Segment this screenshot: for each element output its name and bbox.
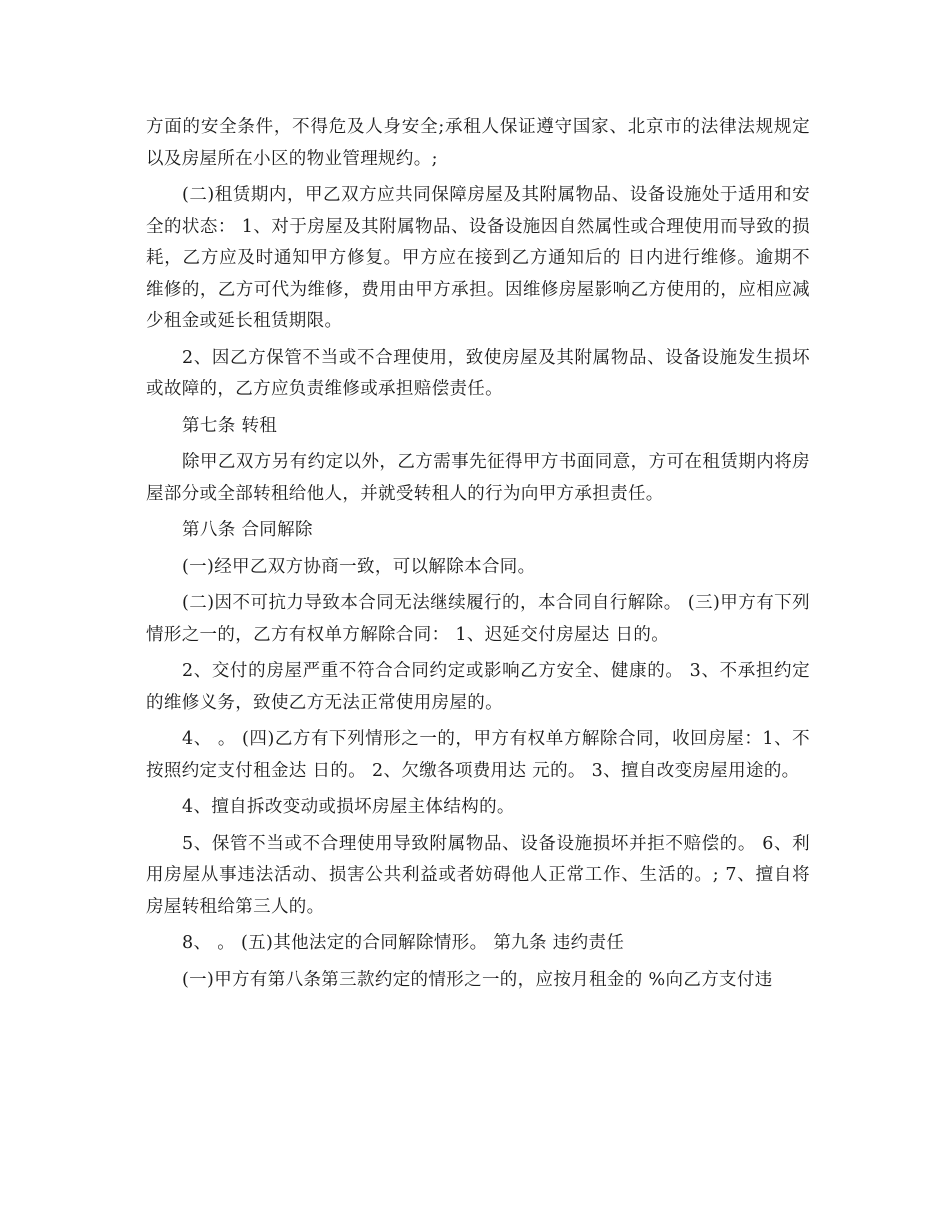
document-body (146, 112, 810, 1001)
paragraph-other-termination: 8、 。 (五)其他法定的合同解除情形。 第九条 违约责任 (182, 933, 625, 953)
article-heading-termination: 第八条 合同解除 (182, 520, 313, 540)
paragraph-sublet: 除甲乙双方另有约定以外，乙方需事先征得甲方书面同意，方可在租赁期内将房屋部分或全部转租给他人，并就受转租人的行为向甲方承担责任。 (146, 452, 810, 504)
paragraph-damage-liability: 2、因乙方保管不当或不合理使用，致使房屋及其附属物品、设备设施发生损坏或故障的，乙方应负责维修或承担赔偿责任。 (146, 347, 810, 399)
paragraph-landlord-rights: 4、 。 (四)乙方有下列情形之一的，甲方有权单方解除合同，收回房屋：1、不按照约定支付租金达 日的。 2、欠缴各项费用达 元的。 3、擅自改变房屋用途的。 (146, 729, 810, 781)
paragraph-force-majeure: (二)因不可抗力导致本合同无法继续履行的，本合同自行解除。 (三)甲方有下列情形之一的，乙方有权单方解除合同： 1、迟延交付房屋达 日的。 (146, 593, 810, 645)
paragraph-maintenance-clause: (二)租赁期内，甲乙双方应共同保障房屋及其附属物品、设备设施处于适用和安全的状态： 1、对于房屋及其附属物品、设备设施因自然属性或合理使用而导致的损耗，乙方应及时通知甲方修复。甲方应在接到乙方通知后的 日内进行维修。逾期不维修的，乙方可代为维修，费用由甲方承担。因维修房屋影响乙方使用的，应相应减少租金或延长租赁期限。 (146, 185, 810, 331)
paragraph-continuation: 方面的安全条件，不得危及人身安全;承租人保证遵守国家、北京市的法律法规规定以及房屋所在小区的物业管理规约。; (146, 117, 810, 169)
paragraph-structure-damage: 4、擅自拆改变动或损坏房屋主体结构的。 (182, 797, 515, 817)
paragraph-mutual-termination: (一)经甲乙双方协商一致，可以解除本合同。 (182, 556, 536, 577)
article-heading-sublet: 第七条 转租 (182, 415, 278, 436)
paragraph-misuse: 5、保管不当或不合理使用导致附属物品、设备设施损坏并拒不赔偿的。 6、利用房屋从事违法活动、损害公共利益或者妨碍他人正常工作、生活的。; 7、擅自将房屋转租给第三人的。 (146, 833, 810, 917)
paragraph-tenant-rights: 2、交付的房屋严重不符合合同约定或影响乙方安全、健康的。 3、不承担约定的维修义务，致使乙方无法正常使用房屋的。 (146, 661, 810, 713)
paragraph-breach-liability: (一)甲方有第八条第三款约定的情形之一的，应按月租金的 %向乙方支付违 (182, 969, 773, 990)
